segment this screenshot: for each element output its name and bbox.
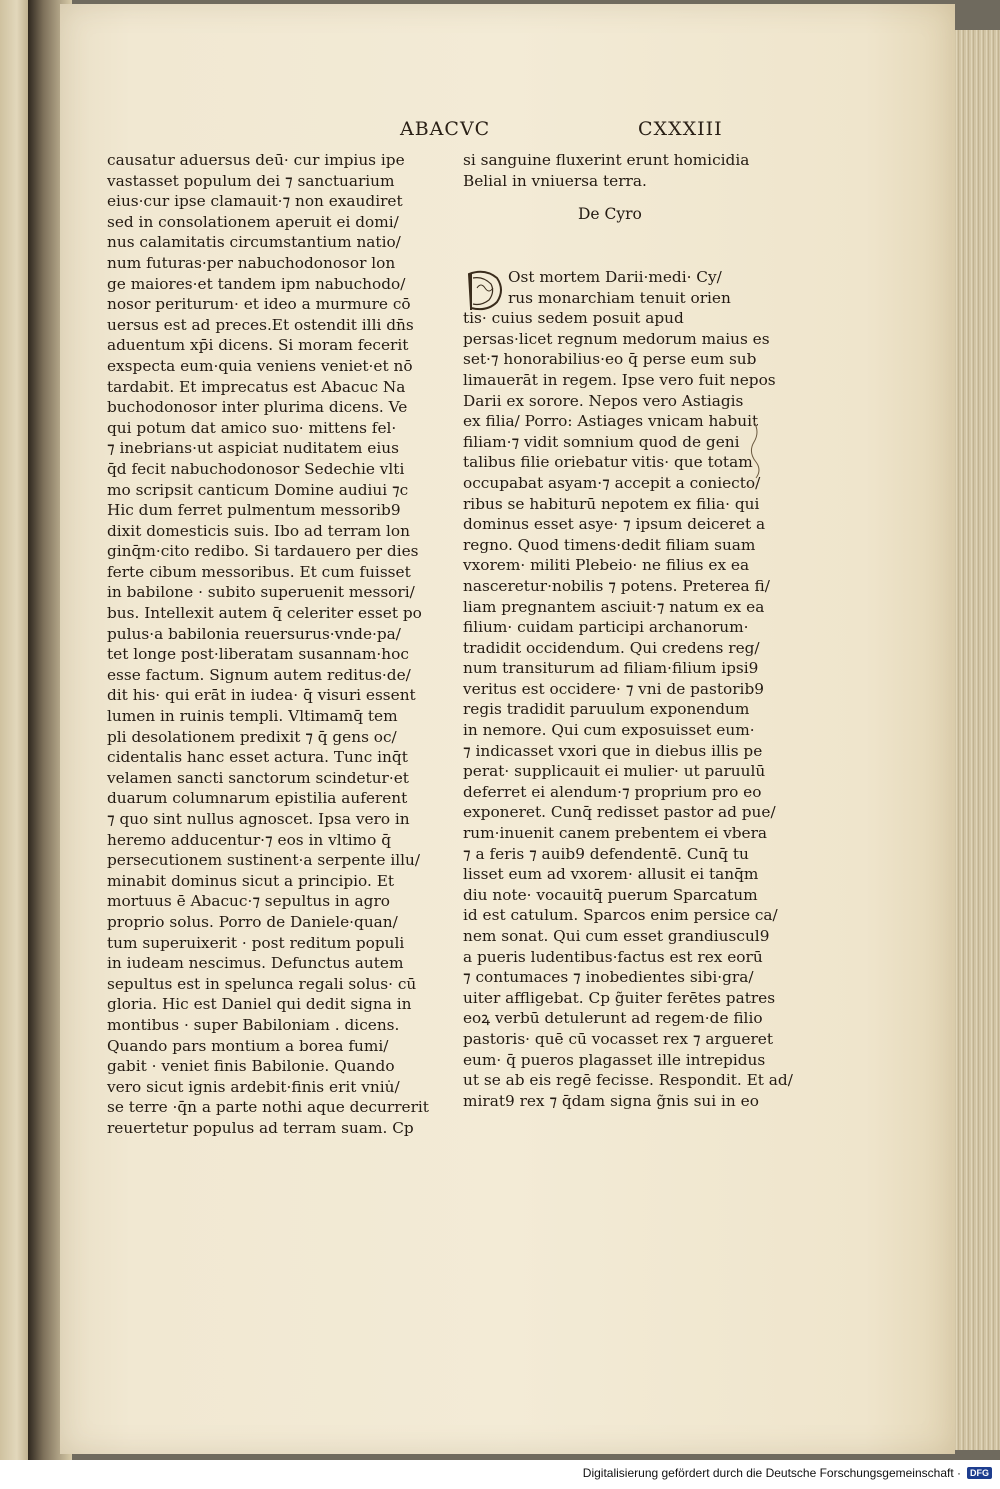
text-line: tet longe post·liberatam susannam·hoc <box>107 645 409 664</box>
text-line: a pueris ludentibus·factus est rex eorū <box>463 947 763 966</box>
running-head-title: ABACVC <box>400 118 491 140</box>
facing-page-edge <box>0 0 28 1460</box>
text-line: persecutionem sustinent·a serpente illu/ <box>107 851 420 870</box>
credit-text: Digitalisierung gefördert durch die Deutsche Forschungsgemeinschaft · <box>582 1466 961 1480</box>
text-line: nem sonat. Qui cum esset grandiuscul9 <box>463 927 770 945</box>
text-line: bus. Intellexit autem q̄ celeriter esset po <box>107 604 422 623</box>
section-heading: De Cyro <box>578 205 642 223</box>
text-line: in babilone · subito superuenit messori/ <box>107 583 415 602</box>
text-line: lumen in ruinis templi. Vltimamq̄ tem <box>107 707 398 726</box>
text-line: vxorem· militi Plebeio· ne filius ex ea <box>463 556 750 575</box>
text-line: filiam·⁊ vidit somnium quod de geni <box>463 432 740 451</box>
text-line: cidentalis hanc esset actura. Tunc inq̄t <box>107 748 408 767</box>
text-line: pli desolationem predixit ⁊ q̄ gens oc/ <box>107 727 397 746</box>
text-line: eum· q̄ pueros plagasset ille intrepidus <box>463 1050 766 1069</box>
page-edges <box>955 30 1000 1450</box>
text-line: vastasset populum dei ⁊ sanctuarium <box>107 171 395 190</box>
text-line: tardabit. Et imprecatus est Abacuc Na <box>107 377 406 396</box>
text-line: in nemore. Qui cum exposuisset eum· <box>463 721 755 740</box>
text-line: perat· supplicauit ei mulier· ut paruulū <box>463 762 766 781</box>
text-line: talibus filie oriebatur vitis· que totam <box>463 453 753 472</box>
text-line: regis tradidit paruulum exponendum <box>463 700 750 719</box>
text-line: ⁊ contumaces ⁊ inobedientes sibi·gra/ <box>463 968 754 987</box>
text-line: exspecta eum·quia veniens veniet·et nō <box>107 356 413 375</box>
text-line: regno. Quod timens·dedit filiam suam <box>463 535 756 554</box>
text-line: nosor periturum· et ideo a murmure cō <box>107 295 411 314</box>
text-line: rus monarchiam tenuit orien <box>508 288 731 307</box>
text-column-right <box>463 267 793 1111</box>
text-line: mortuus ē Abacuc·⁊ sepultus in agro <box>107 892 390 911</box>
text-line: eoꝝ verbū detulerunt ad regem·de filio <box>463 1009 763 1028</box>
text-line: lisset eum ad vxorem· allusit ei tanq̄m <box>463 865 759 884</box>
text-line: aduentum xp̄i dicens. Si moram fecerit <box>107 336 409 355</box>
text-line: rum·inuenit canem prebentem ei vbera <box>463 824 768 843</box>
text-line: dixit domesticis suis. Ibo ad terram lon <box>107 521 410 540</box>
text-line: dit his· qui erāt in iudea· q̄ visuri essent <box>107 686 416 705</box>
text-line: num transiturum ad filiam·filium ipsi9 <box>463 659 759 678</box>
text-line: ex filia/ Porro: Astiages vnicam habuit <box>463 412 759 431</box>
text-line: vero sicut ignis ardebit·finis erit vniu̇/ <box>107 1077 400 1096</box>
text-line: minabit dominus sicut a principio. Et <box>107 871 395 890</box>
text-line: sepultus est in spelunca regali solus· cū <box>107 974 417 993</box>
text-line: id est catulum. Sparcos enim persice ca/ <box>463 906 778 925</box>
text-line: dominus esset asye· ⁊ ipsum deiceret a <box>463 515 766 534</box>
text-line: sed in consolationem aperuit ei domi/ <box>107 212 399 231</box>
text-line: nasceretur·nobilis ⁊ potens. Preterea fi/ <box>463 576 770 595</box>
text-line: diu note· vocauitq̄ puerum Sparcatum <box>463 885 758 904</box>
text-line: Hic dum ferret pulmentum messorib9 <box>107 501 401 520</box>
text-line: Darii ex sorore. Nepos vero Astiagis <box>463 391 744 410</box>
text-line: velamen sancti sanctorum scindetur·et <box>107 768 409 787</box>
text-column-left <box>107 150 429 1139</box>
text-line: persas·licet regnum medorum maius es <box>463 329 770 348</box>
text-line: montibus · super Babiloniam . dicens. <box>107 1015 400 1034</box>
text-line: reuertetur populus ad terram suam. Cp <box>107 1118 414 1137</box>
text-line: filium· cuidam participi archanorum· <box>463 618 749 637</box>
text-line: ut se ab eis regē fecisse. Respondit. Et ad/ <box>463 1071 793 1090</box>
text-line: uersus est ad preces.Et ostendit illi dn̄s <box>107 315 414 334</box>
dfg-logo-icon: DFG <box>967 1467 992 1479</box>
text-line: qui potum dat amico suo· mittens fel· <box>107 418 397 437</box>
text-line: ⁊ indicasset vxori que in diebus illis pe <box>463 741 763 760</box>
text-line: proprio solus. Porro de Daniele·quan/ <box>107 912 398 931</box>
text-line: tum superuixerit · post reditum populi <box>107 933 405 952</box>
text-line: Belial in vniuersa terra. <box>463 171 647 190</box>
text-line: si sanguine fluxerint erunt homicidia <box>463 151 750 169</box>
marginal-annotation-icon <box>748 420 768 480</box>
text-column-right-top <box>463 150 763 191</box>
text-line: set·⁊ honorabilius·eo q̄ perse eum sub <box>463 350 757 369</box>
text-line: pastoris· quē cū vocasset rex ⁊ argueret <box>463 1029 774 1048</box>
text-line: ⁊ inebrians·ut aspiciat nuditatem eius <box>107 439 399 458</box>
text-line: ⁊ quo sint nullus agnoscet. Ipsa vero in <box>107 810 410 828</box>
text-line: mirat9 rex ⁊ q̄dam signa g̃nis sui in eo <box>463 1091 759 1110</box>
text-line: ginq̄m·cito redibo. Si tardauero per dies <box>107 542 419 561</box>
text-line: se terre ·q̄n a parte nothi aque decurrerit <box>107 1098 429 1117</box>
text-line: mo scripsit canticum Domine audiui ⁊c <box>107 480 409 499</box>
text-line: esse factum. Signum autem reditus·de/ <box>107 665 411 684</box>
text-line: ferte cibum messoribus. Et cum fuisset <box>107 562 411 581</box>
text-line: limauerāt in regem. Ipse vero fuit nepos <box>463 370 776 389</box>
text-line: ⁊ a feris ⁊ auib9 defendentē. Cunq̄ tu <box>463 844 749 863</box>
text-line: deferret ei alendum·⁊ proprium pro eo <box>463 782 762 801</box>
digitization-credit <box>583 1466 992 1480</box>
folio-number: CXXXIII <box>638 118 723 140</box>
text-line: duarum columnarum epistilia auferent <box>107 789 408 808</box>
text-line: occupabat asyam·⁊ accepit a coniecto/ <box>463 473 761 492</box>
text-line: num futuras·per nabuchodonosor lon <box>107 253 396 272</box>
text-line: ribus se habiturū nepotem ex filia· qui <box>463 494 760 513</box>
text-line: buchodonosor inter plurima dicens. Ve <box>107 398 408 417</box>
text-line: causatur aduersus deū· cur impius ipe <box>107 151 405 169</box>
text-line: heremo adducentur·⁊ eos in vltimo q̄ <box>107 830 392 849</box>
text-line: eius·cur ipse clamauit·⁊ non exaudiret <box>107 192 403 211</box>
text-line: liam pregnantem asciuit·⁊ natum ex ea <box>463 597 765 616</box>
text-line: Ost mortem Darii·medi· Cy/ <box>508 268 722 286</box>
text-line: in iudeam nescimus. Defunctus autem <box>107 954 404 973</box>
text-line: tradidit occidendum. Qui credens reg/ <box>463 638 760 657</box>
text-line: veritus est occidere· ⁊ vni de pastorib9 <box>463 679 764 698</box>
text-line: q̄d fecit nabuchodonosor Sedechie vlti <box>107 459 405 478</box>
text-line: ge maiores·et tandem ipm nabuchodo/ <box>107 274 406 293</box>
text-line: nus calamitatis circumstantium natio/ <box>107 233 401 252</box>
text-line: gloria. Hic est Daniel qui dedit signa in <box>107 995 412 1014</box>
text-line: uiter affligebat. Cp g̃uiter ferētes patres <box>463 988 776 1007</box>
text-line: tis· cuius sedem posuit apud <box>463 309 684 328</box>
text-line: Quando pars montium a borea fumi/ <box>107 1036 389 1055</box>
text-line: exponeret. Cunq̄ redisset pastor ad pue/ <box>463 803 776 822</box>
text-line: pulus·a babilonia reuersurus·vnde·pa/ <box>107 624 401 643</box>
text-line: gabit · veniet finis Babilonie. Quando <box>107 1057 395 1076</box>
